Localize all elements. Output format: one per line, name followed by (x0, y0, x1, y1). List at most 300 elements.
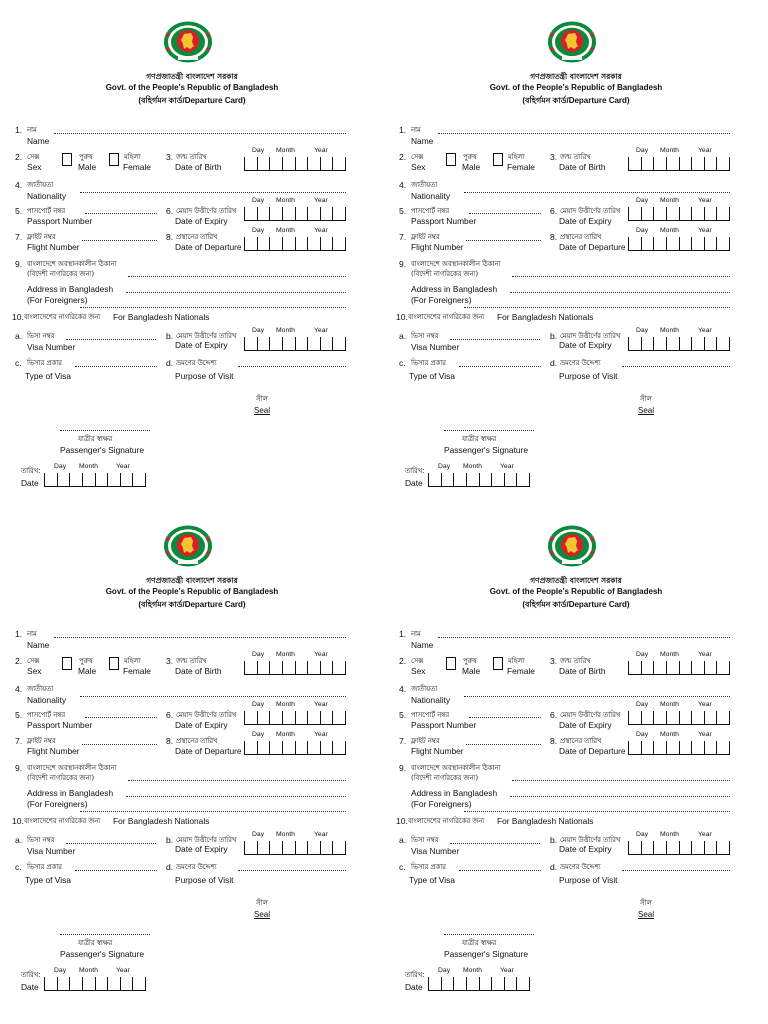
name-label-bangla: নাম (27, 126, 37, 134)
month-header: Month (276, 327, 295, 334)
card-title: (বহির্গমন কার্ড/Departure Card) (138, 600, 246, 609)
field-number: 9. (399, 763, 407, 773)
field-number: 4. (15, 180, 23, 190)
signature-label-bangla: যাত্রীর স্বাক্ষর (78, 435, 113, 443)
sex-label-bangla: সেক্স (411, 153, 424, 161)
signature-field[interactable] (60, 430, 150, 431)
field-number: 6. (550, 710, 558, 720)
departure-label: Date of Departure (559, 242, 626, 252)
expiry-date-boxes[interactable] (244, 711, 346, 725)
male-checkbox[interactable] (62, 153, 72, 166)
date-label: Date (21, 478, 39, 488)
name-field[interactable] (54, 637, 346, 638)
male-label: Male (462, 666, 481, 676)
passport-label: Passport Number (411, 216, 477, 226)
year-header: Year (698, 197, 712, 204)
name-label: Name (27, 136, 50, 146)
address-sub-label: (For Foreigners) (411, 295, 472, 305)
signature-field[interactable] (444, 430, 534, 431)
address-line-1[interactable] (512, 276, 730, 277)
day-header: Day (252, 651, 265, 658)
name-label-bangla: নাম (411, 126, 421, 134)
field-number: 5. (399, 710, 407, 720)
month-header: Month (660, 327, 679, 334)
dob-date-boxes[interactable] (244, 661, 346, 675)
flight-field[interactable] (82, 240, 157, 241)
year-header: Year (116, 967, 130, 974)
departure-card (0, 0, 384, 512)
day-header: Day (636, 327, 649, 334)
female-label-bangla: মহিলা (508, 153, 525, 161)
field-number: d. (550, 862, 558, 872)
date-label-bangla: তারিখ: (405, 971, 425, 979)
address-sub-bangla: (বিদেশী নাগরিকের জন্য) (411, 774, 479, 782)
year-header: Year (698, 227, 712, 234)
govt-title-english: Govt. of the People's Republic of Bangladesh (105, 83, 279, 92)
sex-label-bangla: সেক্স (411, 657, 424, 665)
dob-label-bangla: জন্ম তারিখ (176, 153, 207, 161)
date-label: Date (21, 982, 39, 992)
passport-label: Passport Number (27, 720, 93, 730)
signature-date-boxes[interactable] (428, 977, 530, 991)
expiry-label-bangla: মেয়াদ উত্তীর্ণের তারিখ (176, 711, 237, 719)
purpose-field[interactable] (238, 366, 346, 367)
female-checkbox[interactable] (493, 657, 503, 670)
flight-label: Flight Number (411, 242, 464, 252)
address-line-3[interactable] (464, 307, 730, 308)
visa-number-label: Visa Number (27, 846, 76, 856)
female-checkbox[interactable] (109, 153, 119, 166)
visa-type-field[interactable] (459, 366, 541, 367)
field-number: 5. (15, 206, 23, 216)
male-checkbox[interactable] (446, 657, 456, 670)
address-line-1[interactable] (512, 780, 730, 781)
day-header: Day (438, 967, 451, 974)
nationality-label: Nationality (411, 191, 451, 201)
departure-date-boxes[interactable] (244, 237, 346, 251)
passport-label-bangla: পাসপোর্ট নম্বর (27, 711, 66, 719)
nationals-label: For Bangladesh Nationals (497, 312, 594, 322)
day-header: Day (252, 147, 265, 154)
departure-label: Date of Departure (175, 242, 242, 252)
nationality-label: Nationality (27, 191, 67, 201)
month-header: Month (276, 731, 295, 738)
nationality-field[interactable] (80, 696, 346, 697)
flight-label: Flight Number (27, 242, 80, 252)
dob-label: Date of Birth (559, 666, 606, 676)
sex-label-bangla: সেক্স (27, 153, 40, 161)
signature-field[interactable] (444, 934, 534, 935)
year-header: Year (116, 463, 130, 470)
year-header: Year (698, 831, 712, 838)
seal-label: Seal (254, 406, 271, 415)
signature-field[interactable] (60, 934, 150, 935)
purpose-label-bangla: ভ্রমণের উদ্দেশ্য (560, 359, 601, 367)
address-label: Address in Bangladesh (27, 788, 114, 798)
field-number: 8. (550, 232, 558, 242)
nationals-label: For Bangladesh Nationals (113, 816, 210, 826)
visa-type-field[interactable] (75, 870, 157, 871)
visa-expiry-label: Date of Expiry (175, 844, 228, 854)
address-label: Address in Bangladesh (27, 284, 114, 294)
field-number: 5. (399, 206, 407, 216)
field-number: 3. (550, 656, 558, 666)
month-header: Month (276, 831, 295, 838)
address-line-3[interactable] (464, 811, 730, 812)
visa-type-label: Type of Visa (409, 875, 455, 885)
flight-field[interactable] (82, 744, 157, 745)
govt-title-bangla: গণপ্রজাতন্ত্রী বাংলাদেশ সরকার (530, 576, 622, 585)
visa-expiry-label-bangla: মেয়াদ উত্তীর্ণের তারিখ (176, 836, 237, 844)
year-header: Year (314, 147, 328, 154)
male-checkbox[interactable] (62, 657, 72, 670)
field-number: c. (15, 358, 22, 368)
passport-field[interactable] (469, 213, 541, 214)
passport-field[interactable] (85, 717, 157, 718)
field-number: 4. (399, 180, 407, 190)
day-header: Day (636, 701, 649, 708)
field-number: 2. (399, 656, 407, 666)
expiry-date-boxes[interactable] (244, 207, 346, 221)
male-label-bangla: পুরুষ (463, 153, 477, 161)
month-header: Month (660, 651, 679, 658)
address-line-2[interactable] (126, 292, 346, 293)
day-header: Day (252, 197, 265, 204)
visa-expiry-label-bangla: মেয়াদ উত্তীর্ণের তারিখ (560, 836, 621, 844)
passport-label: Passport Number (411, 720, 477, 730)
female-label: Female (123, 162, 151, 172)
departure-label-bangla: প্রস্থানের তারিখ (560, 737, 602, 745)
name-field[interactable] (438, 637, 730, 638)
seal-label: Seal (638, 406, 655, 415)
field-number: 6. (166, 710, 174, 720)
field-number: 5. (15, 710, 23, 720)
visa-number-label: Visa Number (27, 342, 76, 352)
address-sub-label: (For Foreigners) (27, 799, 88, 809)
field-number: 10. (396, 312, 408, 322)
field-number: a. (15, 835, 23, 845)
sex-label: Sex (411, 162, 426, 172)
day-header: Day (636, 227, 649, 234)
govt-title-bangla: গণপ্রজাতন্ত্রী বাংলাদেশ সরকার (146, 576, 238, 585)
address-label-bangla: বাংলাদেশে অবস্থানকালীন ঠিকানা (411, 260, 501, 268)
day-header: Day (252, 701, 265, 708)
nationality-label-bangla: জাতীয়তা (27, 181, 54, 189)
female-label: Female (507, 162, 535, 172)
nationals-label-bangla: বাংলাদেশের নাগরিকের জন্য (24, 313, 101, 321)
seal-label-bangla: সীল (640, 395, 652, 403)
field-number: 2. (15, 152, 23, 162)
field-number: 1. (399, 629, 407, 639)
card-title: (বহির্গমন কার্ড/Departure Card) (522, 96, 630, 105)
address-line-2[interactable] (510, 796, 730, 797)
visa-number-label-bangla: ভিসা নম্বর (411, 836, 439, 844)
month-header: Month (276, 651, 295, 658)
year-header: Year (500, 463, 514, 470)
month-header: Month (79, 967, 98, 974)
date-label-bangla: তারিখ: (21, 467, 41, 475)
address-line-3[interactable] (80, 811, 346, 812)
visa-expiry-date-boxes[interactable] (628, 337, 730, 351)
date-label: Date (405, 478, 423, 488)
flight-field[interactable] (466, 744, 541, 745)
nationals-label: For Bangladesh Nationals (497, 816, 594, 826)
visa-expiry-date-boxes[interactable] (244, 841, 346, 855)
day-header: Day (438, 463, 451, 470)
flight-field[interactable] (466, 240, 541, 241)
day-header: Day (636, 147, 649, 154)
female-label-bangla: মহিলা (508, 657, 525, 665)
signature-date-boxes[interactable] (44, 977, 146, 991)
departure-date-boxes[interactable] (244, 741, 346, 755)
name-label-bangla: নাম (27, 630, 37, 638)
signature-label: Passenger's Signature (444, 445, 529, 455)
field-number: b. (166, 835, 174, 845)
field-number: 2. (399, 152, 407, 162)
visa-type-field[interactable] (75, 366, 157, 367)
passport-field[interactable] (469, 717, 541, 718)
purpose-field[interactable] (238, 870, 346, 871)
address-sub-label: (For Foreigners) (27, 295, 88, 305)
field-number: 1. (15, 125, 23, 135)
year-header: Year (698, 731, 712, 738)
address-sub-bangla: (বিদেশী নাগরিকের জন্য) (27, 270, 95, 278)
dob-date-boxes[interactable] (628, 157, 730, 171)
departure-date-boxes[interactable] (628, 237, 730, 251)
address-label: Address in Bangladesh (411, 284, 498, 294)
field-number: b. (166, 331, 174, 341)
field-number: 7. (15, 232, 23, 242)
year-header: Year (698, 651, 712, 658)
field-number: b. (550, 331, 558, 341)
year-header: Year (698, 701, 712, 708)
name-field[interactable] (438, 133, 730, 134)
card-title: (বহির্গমন কার্ড/Departure Card) (522, 600, 630, 609)
bangladesh-emblem-icon (162, 524, 214, 568)
flight-label-bangla: ফ্লাইট নম্বর (411, 233, 440, 241)
field-number: 10. (396, 816, 408, 826)
field-number: 3. (550, 152, 558, 162)
field-number: 10. (12, 312, 24, 322)
year-header: Year (698, 327, 712, 334)
flight-label-bangla: ফ্লাইট নম্বর (411, 737, 440, 745)
day-header: Day (636, 831, 649, 838)
flight-label-bangla: ফ্লাইট নম্বর (27, 737, 56, 745)
day-header: Day (54, 463, 67, 470)
month-header: Month (463, 967, 482, 974)
signature-date-boxes[interactable] (428, 473, 530, 487)
nationality-field[interactable] (80, 192, 346, 193)
departure-card (384, 0, 768, 512)
day-header: Day (54, 967, 67, 974)
departure-card (0, 504, 384, 1016)
month-header: Month (660, 701, 679, 708)
expiry-label: Date of Expiry (175, 720, 228, 730)
sex-label: Sex (27, 162, 42, 172)
field-number: a. (15, 331, 23, 341)
visa-type-label-bangla: ভিসার প্রকার (411, 863, 446, 871)
signature-label: Passenger's Signature (444, 949, 529, 959)
year-header: Year (500, 967, 514, 974)
address-sub-bangla: (বিদেশী নাগরিকের জন্য) (27, 774, 95, 782)
visa-expiry-label: Date of Expiry (175, 340, 228, 350)
field-number: 6. (550, 206, 558, 216)
field-number: 3. (166, 656, 174, 666)
address-line-2[interactable] (510, 292, 730, 293)
field-number: 4. (15, 684, 23, 694)
visa-number-label: Visa Number (411, 846, 460, 856)
month-header: Month (660, 831, 679, 838)
day-header: Day (252, 831, 265, 838)
departure-label: Date of Departure (175, 746, 242, 756)
month-header: Month (660, 731, 679, 738)
date-label: Date (405, 982, 423, 992)
year-header: Year (698, 147, 712, 154)
month-header: Month (463, 463, 482, 470)
male-checkbox[interactable] (446, 153, 456, 166)
expiry-date-boxes[interactable] (628, 711, 730, 725)
month-header: Month (79, 463, 98, 470)
sex-label: Sex (27, 666, 42, 676)
field-number: 8. (550, 736, 558, 746)
departure-label-bangla: প্রস্থানের তারিখ (176, 737, 218, 745)
month-header: Month (276, 147, 295, 154)
expiry-date-boxes[interactable] (628, 207, 730, 221)
field-number: d. (166, 862, 174, 872)
day-header: Day (252, 227, 265, 234)
expiry-label: Date of Expiry (175, 216, 228, 226)
purpose-field[interactable] (622, 870, 730, 871)
male-label: Male (78, 666, 97, 676)
passport-field[interactable] (85, 213, 157, 214)
field-number: 7. (399, 736, 407, 746)
date-label-bangla: তারিখ: (21, 971, 41, 979)
visa-expiry-date-boxes[interactable] (628, 841, 730, 855)
bangladesh-emblem-icon (546, 524, 598, 568)
day-header: Day (636, 651, 649, 658)
address-line-1[interactable] (128, 780, 346, 781)
dob-date-boxes[interactable] (244, 157, 346, 171)
field-number: 7. (15, 736, 23, 746)
seal-label-bangla: সীল (640, 899, 652, 907)
address-line-3[interactable] (80, 307, 346, 308)
field-number: b. (550, 835, 558, 845)
address-sub-label: (For Foreigners) (411, 799, 472, 809)
field-number: a. (399, 331, 407, 341)
address-line-1[interactable] (128, 276, 346, 277)
name-field[interactable] (54, 133, 346, 134)
date-label-bangla: তারিখ: (405, 467, 425, 475)
visa-expiry-date-boxes[interactable] (244, 337, 346, 351)
year-header: Year (314, 731, 328, 738)
visa-number-field[interactable] (450, 843, 540, 844)
female-label: Female (123, 666, 151, 676)
purpose-field[interactable] (622, 366, 730, 367)
departure-date-boxes[interactable] (628, 741, 730, 755)
departure-card (384, 504, 768, 1016)
female-label-bangla: মহিলা (124, 657, 141, 665)
expiry-label-bangla: মেয়াদ উত্তীর্ণের তারিখ (560, 711, 621, 719)
expiry-label-bangla: মেয়াদ উত্তীর্ণের তারিখ (560, 207, 621, 215)
visa-number-field[interactable] (66, 339, 156, 340)
nationals-label-bangla: বাংলাদেশের নাগরিকের জন্য (408, 817, 485, 825)
nationals-label-bangla: বাংলাদেশের নাগরিকের জন্য (24, 817, 101, 825)
purpose-label: Purpose of Visit (175, 371, 234, 381)
name-label: Name (27, 640, 50, 650)
visa-number-label-bangla: ভিসা নম্বর (27, 836, 55, 844)
visa-type-label-bangla: ভিসার প্রকার (27, 359, 62, 367)
signature-date-boxes[interactable] (44, 473, 146, 487)
address-sub-bangla: (বিদেশী নাগরিকের জন্য) (411, 270, 479, 278)
visa-number-field[interactable] (66, 843, 156, 844)
signature-label-bangla: যাত্রীর স্বাক্ষর (462, 435, 497, 443)
month-header: Month (276, 197, 295, 204)
field-number: 9. (15, 259, 23, 269)
male-label-bangla: পুরুষ (463, 657, 477, 665)
dob-label: Date of Birth (559, 162, 606, 172)
visa-type-label: Type of Visa (25, 875, 71, 885)
field-number: d. (550, 358, 558, 368)
month-header: Month (660, 147, 679, 154)
dob-label: Date of Birth (175, 162, 222, 172)
field-number: c. (399, 862, 406, 872)
male-label: Male (462, 162, 481, 172)
passport-label-bangla: পাসপোর্ট নম্বর (27, 207, 66, 215)
sex-label: Sex (411, 666, 426, 676)
govt-title-english: Govt. of the People's Republic of Bangladesh (489, 83, 663, 92)
visa-type-field[interactable] (459, 870, 541, 871)
departure-label-bangla: প্রস্থানের তারিখ (176, 233, 218, 241)
field-number: 4. (399, 684, 407, 694)
nationality-field[interactable] (464, 696, 730, 697)
passport-label-bangla: পাসপোর্ট নম্বর (411, 711, 450, 719)
name-label-bangla: নাম (411, 630, 421, 638)
female-checkbox[interactable] (493, 153, 503, 166)
nationality-label: Nationality (411, 695, 451, 705)
month-header: Month (660, 197, 679, 204)
field-number: 1. (399, 125, 407, 135)
seal-label: Seal (254, 910, 271, 919)
female-checkbox[interactable] (109, 657, 119, 670)
field-number: c. (399, 358, 406, 368)
expiry-label-bangla: মেয়াদ উত্তীর্ণের তারিখ (176, 207, 237, 215)
field-number: 9. (399, 259, 407, 269)
field-number: 9. (15, 763, 23, 773)
address-label-bangla: বাংলাদেশে অবস্থানকালীন ঠিকানা (27, 764, 117, 772)
dob-date-boxes[interactable] (628, 661, 730, 675)
visa-number-label-bangla: ভিসা নম্বর (411, 332, 439, 340)
nationality-field[interactable] (464, 192, 730, 193)
address-label-bangla: বাংলাদেশে অবস্থানকালীন ঠিকানা (411, 764, 501, 772)
month-header: Month (276, 227, 295, 234)
seal-label: Seal (638, 910, 655, 919)
bangladesh-emblem-icon (546, 20, 598, 64)
field-number: 8. (166, 232, 174, 242)
female-label-bangla: মহিলা (124, 153, 141, 161)
purpose-label-bangla: ভ্রমণের উদ্দেশ্য (176, 359, 217, 367)
field-number: 1. (15, 629, 23, 639)
signature-label: Passenger's Signature (60, 949, 145, 959)
address-line-2[interactable] (126, 796, 346, 797)
departure-label: Date of Departure (559, 746, 626, 756)
seal-label-bangla: সীল (256, 395, 268, 403)
dob-label-bangla: জন্ম তারিখ (560, 657, 591, 665)
visa-expiry-label-bangla: মেয়াদ উত্তীর্ণের তারিখ (560, 332, 621, 340)
visa-number-field[interactable] (450, 339, 540, 340)
address-label-bangla: বাংলাদেশে অবস্থানকালীন ঠিকানা (27, 260, 117, 268)
year-header: Year (314, 831, 328, 838)
expiry-label: Date of Expiry (559, 720, 612, 730)
